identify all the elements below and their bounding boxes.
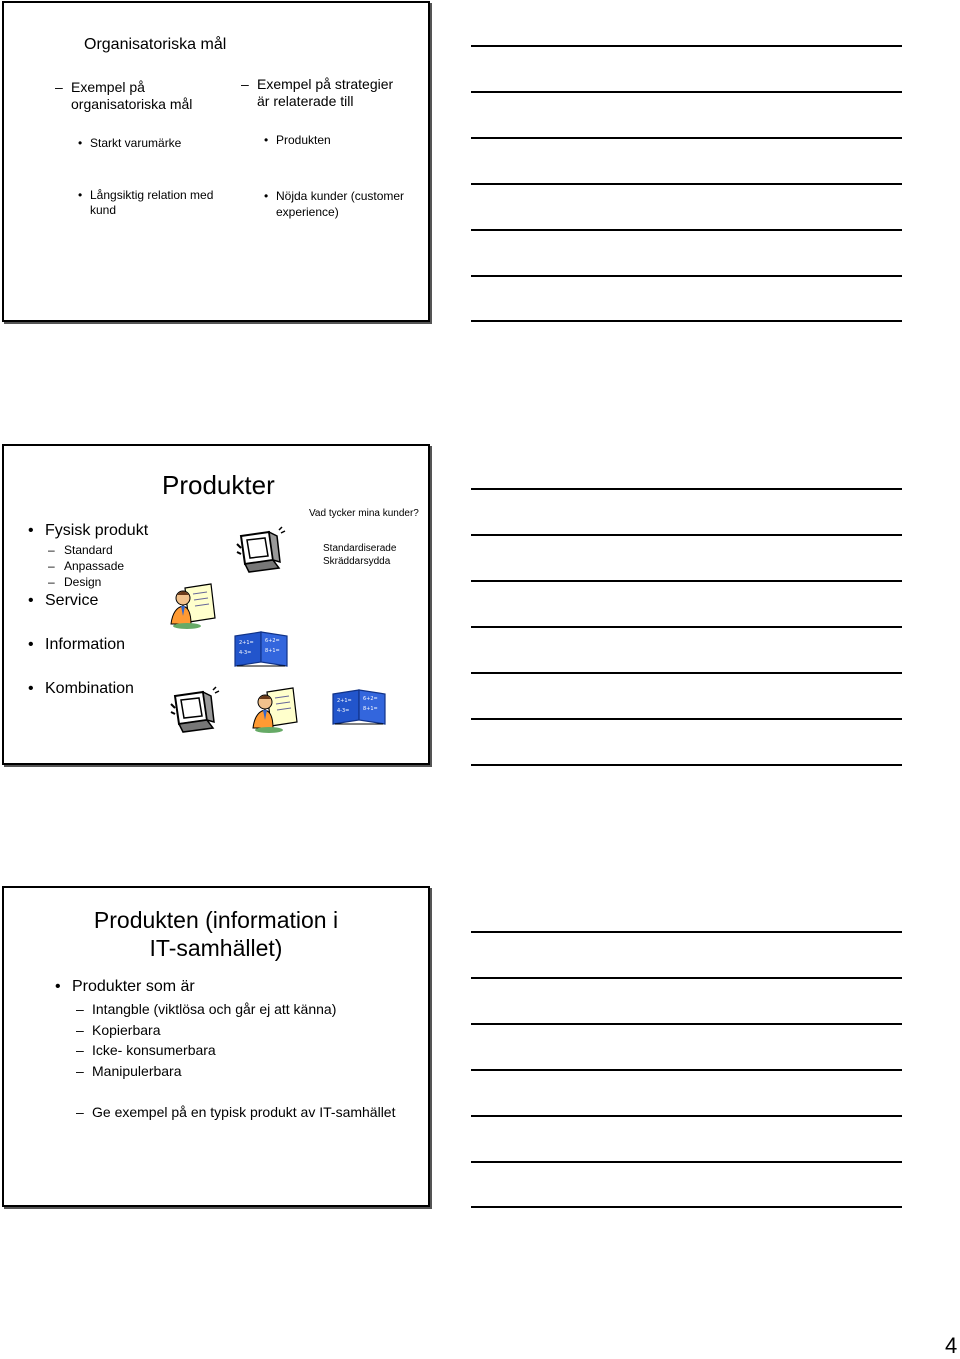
note-line bbox=[471, 580, 902, 582]
note-line bbox=[471, 1023, 902, 1025]
slide-3-title-line1: Produkten (information i bbox=[93, 907, 339, 933]
slide-1 bbox=[2, 1, 430, 322]
svg-text:2+1=: 2+1= bbox=[239, 640, 254, 646]
sub-item-non-consumable: – Icke- konsumerbara bbox=[92, 1042, 216, 1058]
note-line bbox=[471, 91, 902, 93]
slide-3-title-line2: IT-samhället) bbox=[149, 935, 283, 961]
note-line bbox=[471, 764, 902, 766]
sub-item-standard: – Standard bbox=[64, 543, 113, 557]
person-reading-icon bbox=[167, 582, 219, 630]
svg-text:2+1=: 2+1= bbox=[337, 698, 352, 704]
slide-3-title bbox=[4, 906, 428, 962]
left-header-line2: organisatoriska mål bbox=[71, 96, 193, 112]
slide-1-title: Organisatoriska mål bbox=[84, 36, 227, 53]
book-icon bbox=[233, 630, 289, 668]
svg-text:6+2=: 6+2= bbox=[363, 696, 378, 702]
note-line bbox=[471, 229, 902, 231]
right-header bbox=[257, 76, 393, 110]
note-line bbox=[471, 672, 902, 674]
sub-item-customized: – Anpassade bbox=[64, 559, 124, 573]
sub-item-design: – Design bbox=[64, 575, 101, 589]
note-line bbox=[471, 488, 902, 490]
note-line bbox=[471, 1115, 902, 1117]
right-item-customers bbox=[276, 188, 404, 220]
note-line bbox=[471, 320, 902, 322]
left-header bbox=[71, 79, 192, 113]
bullet-products-are: • Produkter som är bbox=[72, 978, 195, 996]
svg-text:4-3=: 4-3= bbox=[239, 650, 252, 656]
note-line bbox=[471, 534, 902, 536]
svg-text:6+2=: 6+2= bbox=[265, 638, 280, 644]
svg-text:8+1=: 8+1= bbox=[265, 648, 280, 654]
right-item-customers-line2: experience) bbox=[276, 205, 339, 219]
sub-item-manipulable: – Manipulerbara bbox=[92, 1063, 182, 1079]
bullet-service: • Service bbox=[45, 592, 98, 610]
bullet-combination: • Kombination bbox=[45, 680, 134, 698]
customer-question: Vad tycker mina kunder? bbox=[309, 508, 419, 519]
sub-item-intangible: – Intangble (viktlösa och går ej att känna) bbox=[92, 1001, 336, 1017]
option-tailored: Skräddarsydda bbox=[323, 556, 391, 567]
note-line bbox=[471, 1206, 902, 1208]
note-line bbox=[471, 626, 902, 628]
note-line bbox=[471, 1069, 902, 1071]
option-standardized: Standardiserade bbox=[323, 543, 397, 554]
svg-text:4-3=: 4-3= bbox=[337, 708, 350, 714]
bullet-information: • Information bbox=[45, 636, 125, 654]
left-item-brand: • Starkt varumärke bbox=[90, 136, 181, 150]
right-header-line2: är relaterade till bbox=[257, 93, 354, 109]
note-line bbox=[471, 183, 902, 185]
svg-text:8+1=: 8+1= bbox=[363, 706, 378, 712]
options bbox=[323, 542, 396, 568]
question-example: – Ge exempel på en typisk produkt av IT-samhället bbox=[92, 1104, 395, 1120]
right-header-line1: Exempel på strategier bbox=[257, 76, 394, 92]
note-line bbox=[471, 1161, 902, 1163]
slide-2 bbox=[2, 444, 430, 765]
slide-3 bbox=[2, 886, 430, 1207]
note-line bbox=[471, 931, 902, 933]
right-item-product: • Produkten bbox=[276, 133, 331, 147]
sub-item-copyable: – Kopierbara bbox=[92, 1022, 161, 1038]
left-header-line1: Exempel på bbox=[71, 79, 145, 95]
left-item-relation bbox=[90, 188, 213, 218]
person-reading-icon-combination bbox=[249, 686, 301, 734]
computer-icon-combination bbox=[167, 686, 223, 736]
book-icon-combination bbox=[331, 688, 387, 726]
bullet-physical-product: • Fysisk produkt bbox=[45, 522, 148, 540]
computer-icon bbox=[235, 526, 287, 576]
left-item-relation-line2: kund bbox=[90, 203, 117, 217]
note-line bbox=[471, 137, 902, 139]
right-item-customers-line1: Nöjda kunder (customer bbox=[276, 189, 405, 203]
page-number: 4 bbox=[945, 1333, 958, 1358]
slide-2-title: Produkter bbox=[162, 470, 275, 500]
note-line bbox=[471, 718, 902, 720]
left-item-relation-line1: Långsiktig relation med bbox=[90, 188, 214, 202]
note-line bbox=[471, 275, 902, 277]
note-line bbox=[471, 977, 902, 979]
note-line bbox=[471, 45, 902, 47]
